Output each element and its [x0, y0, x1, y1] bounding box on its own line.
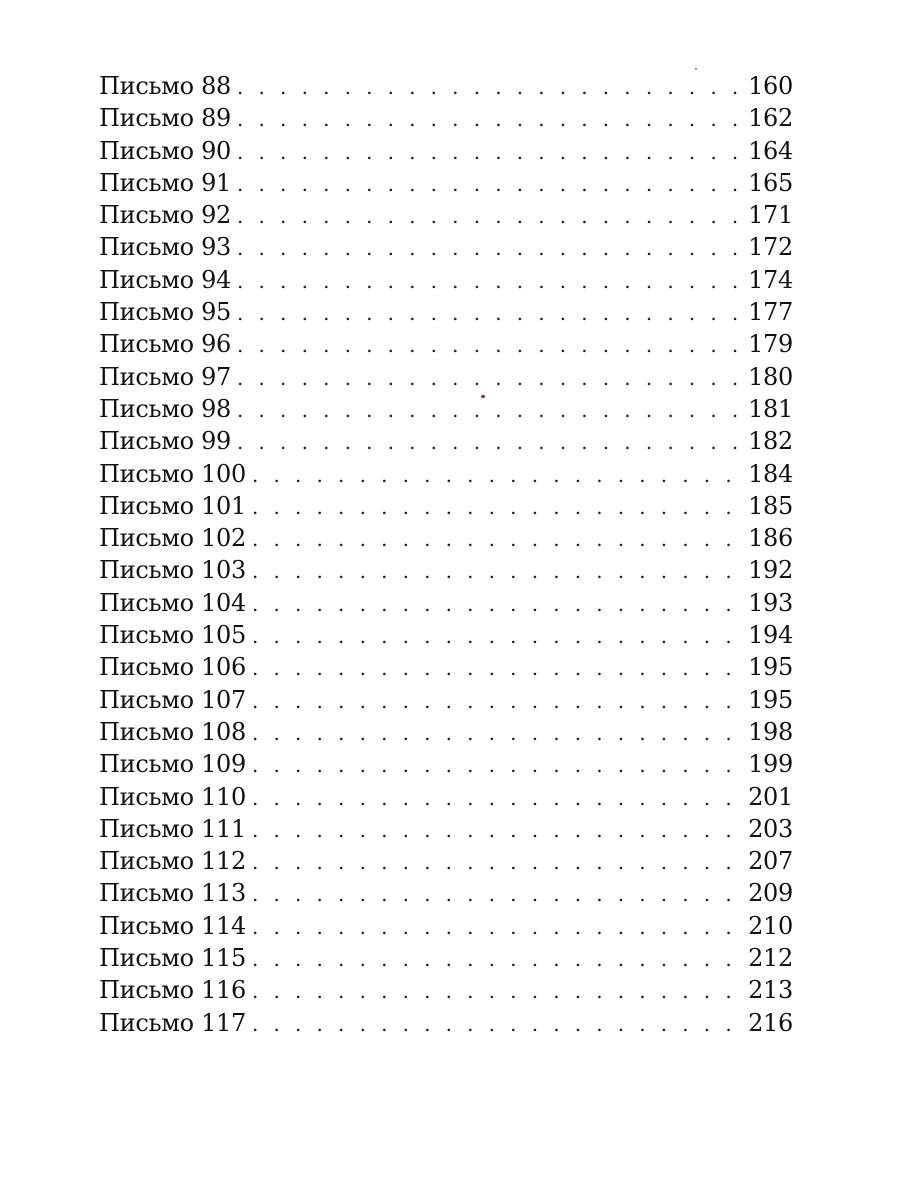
toc-entry-page-number: 194 — [748, 621, 793, 650]
toc-entry — [99, 135, 793, 167]
toc-entry-title: Письмо 91 — [99, 168, 232, 197]
dot-leader — [252, 846, 746, 878]
toc-entry-page-number: 207 — [748, 847, 793, 876]
dot-leader — [252, 523, 746, 555]
toc-entry-page-number: 164 — [748, 136, 793, 165]
toc-entry-title: Письмо 94 — [99, 265, 232, 294]
dot-leader — [252, 911, 746, 943]
toc-entry — [99, 458, 793, 490]
toc-entry-title: Письмо 102 — [99, 524, 246, 553]
toc-entry-title: Письмо 108 — [99, 717, 246, 746]
toc-entry — [99, 748, 793, 780]
dot-leader — [252, 652, 746, 684]
dot-leader — [237, 232, 746, 264]
toc-entry — [99, 296, 793, 328]
toc-entry-title: Письмо 105 — [99, 621, 246, 650]
toc-entry-page-number: 162 — [748, 104, 793, 133]
toc-entry — [99, 361, 793, 393]
toc-entry-page-number: 172 — [748, 233, 793, 262]
toc-entry — [99, 554, 793, 586]
toc-entry — [99, 490, 793, 522]
toc-entry-title: Письмо 110 — [99, 782, 246, 811]
toc-entry — [99, 199, 793, 231]
dot-leader — [237, 329, 746, 361]
toc-entry — [99, 231, 793, 263]
toc-entry-page-number: 216 — [748, 1008, 793, 1037]
toc-entry-page-number: 195 — [748, 653, 793, 682]
toc-entry-title: Письмо 88 — [99, 72, 232, 100]
toc-entry-page-number: 174 — [748, 265, 793, 294]
dot-leader — [252, 491, 746, 523]
toc-entry-title: Письмо 115 — [99, 944, 246, 973]
dot-leader — [252, 588, 746, 620]
dot-leader — [237, 394, 746, 426]
toc-entry — [99, 813, 793, 845]
toc-entry-title: Письмо 113 — [99, 879, 246, 908]
toc-entry — [99, 845, 793, 877]
dot-leader — [252, 685, 746, 717]
dot-leader — [237, 136, 746, 168]
dot-leader — [237, 426, 746, 458]
toc-entry-page-number: 184 — [748, 459, 793, 488]
toc-entry-page-number: 195 — [748, 685, 793, 714]
toc-entry-title: Письмо 111 — [99, 814, 246, 843]
toc-entry — [99, 716, 793, 748]
dot-leader — [252, 814, 746, 846]
toc-entry-page-number: 179 — [748, 330, 793, 359]
dot-leader — [237, 297, 746, 329]
toc-entry — [99, 70, 793, 102]
toc-entry-title: Письмо 95 — [99, 298, 232, 327]
toc-entry-title: Письмо 96 — [99, 330, 232, 359]
toc-entry — [99, 942, 793, 974]
toc-entry-page-number: 199 — [748, 750, 793, 779]
toc-entry-page-number: 160 — [748, 72, 793, 100]
paper-speck — [695, 68, 697, 70]
dot-leader — [252, 1008, 746, 1040]
dot-leader — [252, 878, 746, 910]
toc-entry — [99, 102, 793, 134]
toc-entry-title: Письмо 98 — [99, 394, 232, 423]
paper-speck — [481, 395, 485, 398]
toc-entry-title: Письмо 89 — [99, 104, 232, 133]
dot-leader — [252, 717, 746, 749]
toc-entry — [99, 684, 793, 716]
dot-leader — [237, 200, 746, 232]
dot-leader — [252, 555, 746, 587]
dot-leader — [237, 265, 746, 297]
toc-entry — [99, 974, 793, 1006]
toc-entry-page-number: 182 — [748, 427, 793, 456]
toc-entry — [99, 781, 793, 813]
dot-leader — [252, 459, 746, 491]
toc-entry-title: Письмо 107 — [99, 685, 246, 714]
dot-leader — [252, 975, 746, 1007]
toc-entry-title: Письмо 90 — [99, 136, 232, 165]
toc-entry-page-number: 165 — [748, 168, 793, 197]
toc-entry — [99, 425, 793, 457]
toc-entry — [99, 264, 793, 296]
toc-entry — [99, 1007, 793, 1039]
toc-entry-page-number: 181 — [748, 394, 793, 423]
toc-entry-title: Письмо 104 — [99, 588, 246, 617]
toc-entry-page-number: 171 — [748, 201, 793, 230]
toc-entry-page-number: 177 — [748, 298, 793, 327]
dot-leader — [252, 620, 746, 652]
toc-entry-page-number: 186 — [748, 524, 793, 553]
toc-entry-title: Письмо 97 — [99, 362, 232, 391]
toc-entry-title: Письмо 117 — [99, 1008, 246, 1037]
toc-entry-title: Письмо 114 — [99, 911, 246, 940]
table-of-contents — [99, 70, 793, 1039]
toc-entry — [99, 587, 793, 619]
toc-entry-title: Письмо 109 — [99, 750, 246, 779]
toc-entry-page-number: 201 — [748, 782, 793, 811]
toc-entry — [99, 328, 793, 360]
toc-entry-title: Письмо 93 — [99, 233, 232, 262]
toc-entry-page-number: 212 — [748, 944, 793, 973]
toc-entry-title: Письмо 99 — [99, 427, 232, 456]
dot-leader — [237, 71, 746, 103]
dot-leader — [252, 782, 746, 814]
toc-entry-page-number: 210 — [748, 911, 793, 940]
toc-entry — [99, 619, 793, 651]
toc-entry-page-number: 180 — [748, 362, 793, 391]
toc-entry-page-number: 192 — [748, 556, 793, 585]
toc-entry-title: Письмо 103 — [99, 556, 246, 585]
toc-entry-title: Письмо 106 — [99, 653, 246, 682]
toc-entry-page-number: 203 — [748, 814, 793, 843]
toc-entry-title: Письмо 116 — [99, 976, 246, 1005]
dot-leader — [237, 168, 746, 200]
toc-entry — [99, 393, 793, 425]
toc-entry-title: Письмо 112 — [99, 847, 246, 876]
toc-entry-page-number: 213 — [748, 976, 793, 1005]
dot-leader — [237, 103, 746, 135]
toc-entry — [99, 910, 793, 942]
dot-leader — [237, 362, 746, 394]
dot-leader — [252, 943, 746, 975]
toc-entry-page-number: 193 — [748, 588, 793, 617]
toc-entry — [99, 651, 793, 683]
dot-leader — [252, 749, 746, 781]
toc-entry-page-number: 209 — [748, 879, 793, 908]
toc-entry-page-number: 185 — [748, 491, 793, 520]
toc-entry-title: Письмо 92 — [99, 201, 232, 230]
toc-entry — [99, 877, 793, 909]
toc-entry-title: Письмо 100 — [99, 459, 246, 488]
toc-entry-title: Письмо 101 — [99, 491, 246, 520]
toc-entry — [99, 522, 793, 554]
toc-entry — [99, 167, 793, 199]
toc-entry-page-number: 198 — [748, 717, 793, 746]
